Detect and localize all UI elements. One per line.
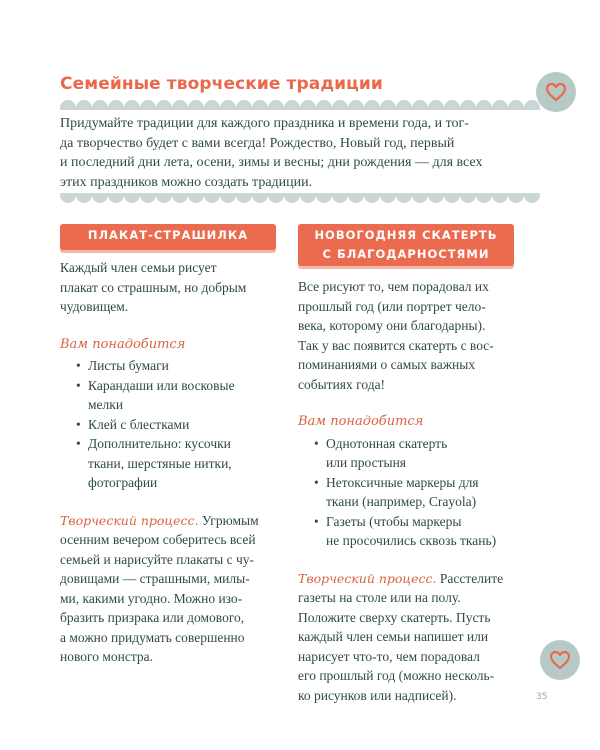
poster-process-text: Угрюмым осенним вечером соберитесь всей семьей и нарисуйте плакаты с чу- довищами — страшными, милы- ми, какими угодно. Можно изо- бразить призрака или домового, а можно придумать совершенно нового монстра. xyxy=(60,512,259,664)
heart-icon xyxy=(546,83,566,101)
poster-needs-heading: Вам понадобится xyxy=(60,336,186,352)
section-banner-poster: ПЛАКАТ-СТРАШИЛКА xyxy=(60,224,276,250)
poster-process-heading: Творческий процесс. xyxy=(60,512,199,528)
list-item: • Листы бумаги xyxy=(76,356,288,376)
tablecloth-process-text: Расстелите газеты на столе или на полу. Положите сверху скатерть. Пусть каждый член семьи напишет или нарисует что-то, чем порадовал его прошлый год (можно несколь- ко рисунков или надписей). xyxy=(298,570,504,703)
list-item: • Нетоксичные маркеры для ткани (например, Crayola) xyxy=(314,473,530,512)
poster-process xyxy=(60,511,288,667)
poster-description: Каждый член семьи рисует плакат со страшным, но добрым чудовищем. xyxy=(60,260,247,314)
intro-text: Придумайте традиции для каждого праздника и времени года, и тог- да творчество будет с вами всегда! Рождество, Новый год, первый и последний дни лета, осени, зимы и весны; дни рождения — для всех этих праздников можно создать традиции. xyxy=(60,116,483,190)
tablecloth-description: Все рисуют то, чем порадовал их прошлый год (или портрет чело- века, которому они благодарны). Так у вас появится скатерть с вос- поминаниями о самых важных событиях года! xyxy=(298,279,494,392)
section-poster xyxy=(60,258,288,667)
heart-badge-bottom xyxy=(540,640,580,680)
heart-badge-top xyxy=(536,72,576,112)
list-item: • Клей с блестками xyxy=(76,415,288,435)
tablecloth-needs-heading: Вам понадобится xyxy=(298,414,424,429)
section-tablecloth xyxy=(298,277,530,705)
page-number: 35 xyxy=(536,692,548,702)
tablecloth-process-heading: Творческий процесс. xyxy=(298,570,437,586)
list-item: • Карандаши или восковые мелки xyxy=(76,376,288,415)
list-item: • Дополнительно: кусочки ткани, шерстяные нитки, фотографии xyxy=(76,434,288,493)
scallop-border-bottom xyxy=(60,193,540,207)
list-item: • Газеты (чтобы маркеры не просочились сквозь ткань) xyxy=(314,512,530,551)
tablecloth-needs-list xyxy=(298,434,530,551)
tablecloth-process xyxy=(298,569,530,706)
heart-icon xyxy=(550,651,570,669)
section-banner-tablecloth: НОВОГОДНЯЯ СКАТЕРТЬ С БЛАГОДАРНОСТЯМИ xyxy=(298,224,514,266)
poster-needs-list xyxy=(60,356,288,493)
scallop-border-top xyxy=(60,96,540,110)
page-title: Семейные творческие традиции xyxy=(60,74,383,94)
list-item: • Однотонная скатерть или простыня xyxy=(314,434,530,473)
